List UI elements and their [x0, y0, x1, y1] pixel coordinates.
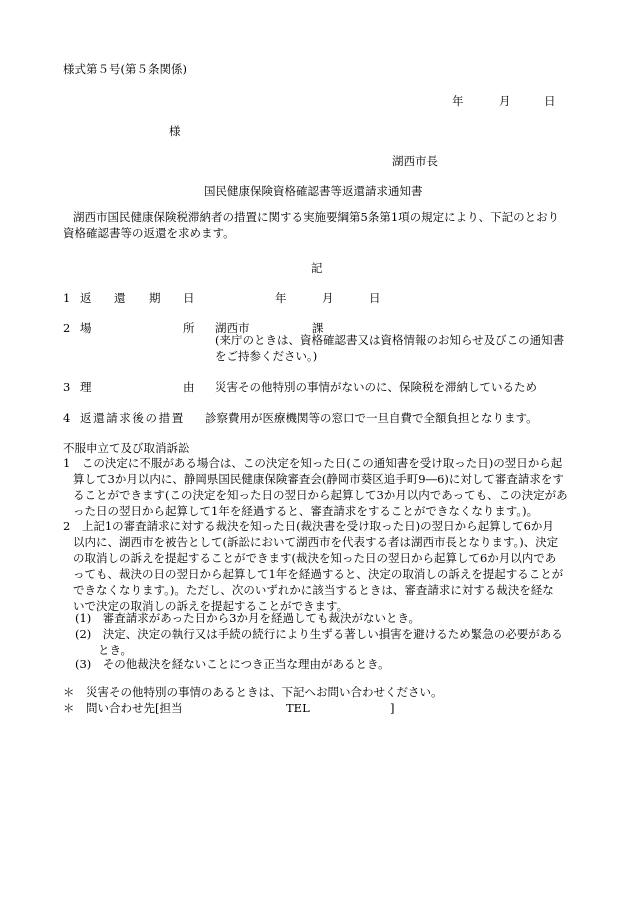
- note-2-close: ]: [390, 701, 395, 715]
- appeal-line: 2 上記1の審査請求に対する裁決を知った日(裁決書を受け取った日)の翌日から起算して6か月: [63, 519, 554, 533]
- deadline-day: 日: [369, 291, 381, 305]
- appeal-line: とき。: [98, 643, 133, 657]
- place-note: [215, 332, 564, 364]
- appeal-sub-1: [75, 610, 420, 626]
- item-number: 1: [63, 291, 71, 305]
- appeal-line: 1 この決定に不服がある場合は、この決定を知った日(この通知書を受け取った日)の翌日から起: [63, 456, 563, 470]
- issuer: 湖西市長: [392, 154, 438, 168]
- intro-paragraph: [63, 209, 559, 241]
- label-char: 由: [183, 380, 195, 394]
- label-char: 場: [80, 321, 92, 335]
- label-char: 返: [80, 291, 92, 305]
- appeal-line: (1) 審査請求があった日から3か月を経過しても裁決がないとき。: [75, 611, 421, 625]
- item-number: 2: [63, 321, 71, 335]
- appeal-line: の取消しの訴えを提起することができます(裁決を知った日の翌日から起算して6か月以内であ: [73, 551, 557, 565]
- intro-line-2: 資格確認書等の返還を求めます。: [63, 226, 235, 240]
- place-dept: 課: [312, 321, 324, 335]
- appeal-line: いで決定の取消しの訴えを提起することができます。: [73, 599, 349, 613]
- appeal-line: った日の翌日から起算して1年を経過すると、審査請求をすることができなくなります。)。: [73, 504, 539, 518]
- date-year: 年: [452, 94, 464, 108]
- appeal-paragraph-2: [63, 518, 563, 614]
- item-number: 3: [63, 380, 71, 394]
- document-title: 国民健康保険資格確認書等返還請求通知書: [204, 184, 423, 198]
- appeal-line: ることができます(この決定を知った日の翌日から起算して3か月以内であっても、この決定があ: [73, 488, 568, 502]
- label-char: 期: [149, 291, 161, 305]
- note-2-prefix: ＊ 問い合わせ先[担当: [63, 701, 183, 715]
- deadline-month: 月: [322, 291, 334, 305]
- label-char: 日: [183, 291, 195, 305]
- measure-text: 診察費用が医療機関等の窓口で一旦自費で全額負担となります。: [205, 411, 538, 425]
- appeal-line: できなくなります。)。ただし、次のいずれかに該当するときは、審査請求に対する裁決を経な: [73, 583, 554, 597]
- ki-mark: 記: [311, 261, 323, 275]
- label-char: 理: [80, 380, 92, 394]
- appeal-line: 以内に、湖西市を被告として(訴訟において湖西市を代表する者は湖西市長となります。)、決定: [73, 535, 559, 549]
- intro-line-1: 湖西市国民健康保険税滞納者の措置に関する実施要綱第5条第1項の規定により、下記のとおり: [73, 210, 560, 224]
- place-note-line: (来庁のときは、資格確認書又は資格情報のお知らせ及びこの通知書: [215, 333, 565, 347]
- date-day: 日: [544, 94, 556, 108]
- label-char: 所: [183, 321, 195, 335]
- form-label: 様式第５号(第５条関係): [63, 62, 187, 76]
- deadline-year: 年: [275, 291, 287, 305]
- label-char: 還: [114, 291, 126, 305]
- appeal-line: 算して3か月以内に、静岡県国民健康保険審査会(静岡市葵区追手町9―6)に対して審査請求をす: [73, 472, 564, 486]
- place-note-line: をご持参ください。): [215, 349, 318, 363]
- place-city: 湖西市: [215, 321, 250, 335]
- appeal-line: (3) その他裁決を経ないことにつき正当な理由があるとき。: [75, 657, 390, 671]
- measure-label: 返還請求後の措置: [80, 411, 185, 425]
- appeal-paragraph-1: [63, 455, 568, 519]
- note-1: ＊ 災害その他特別の事情のあるときは、下記へお問い合わせください。: [63, 685, 443, 699]
- appeal-heading: 不服申立て及び取消訴訟: [63, 441, 190, 455]
- reason-text: 災害その他特別の事情がないのに、保険税を滞納しているため: [215, 380, 537, 394]
- addressee-suffix: 様: [169, 124, 181, 138]
- note-2-tel: TEL: [286, 701, 310, 715]
- item-number: 4: [63, 411, 71, 425]
- appeal-line: (2) 決定、決定の執行又は手続の続行により生ずる著しい損害を避けるため緊急の必要がある: [75, 627, 563, 641]
- appeal-sub-3: [75, 656, 390, 672]
- date-month: 月: [499, 94, 511, 108]
- appeal-line: っても、裁決の日の翌日から起算して1年を経過すると、決定の取消しの訴えを提起することが: [73, 567, 564, 581]
- appeal-sub-2: [75, 626, 563, 658]
